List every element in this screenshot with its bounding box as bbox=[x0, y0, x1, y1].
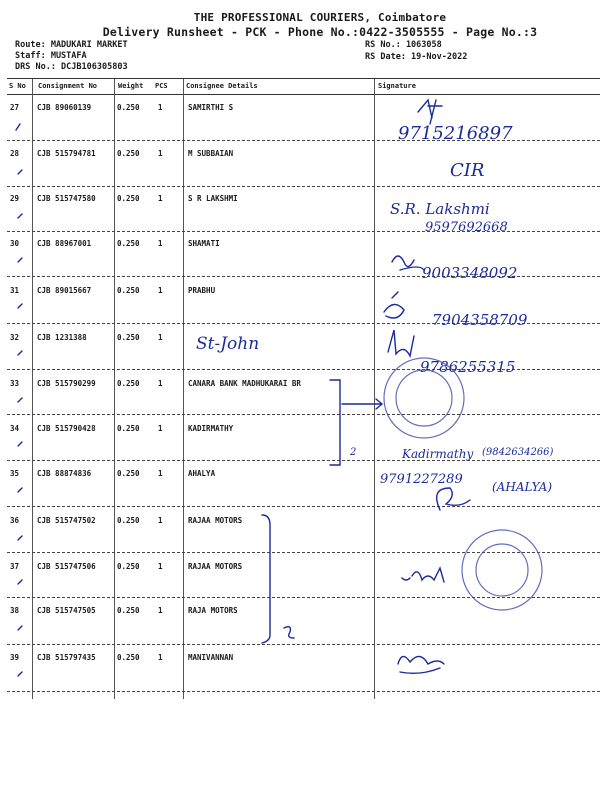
row-consignee: RAJAA MOTORS bbox=[188, 562, 243, 571]
row-weight: 0.250 bbox=[117, 286, 140, 295]
handwritten-phone: 9715216897 bbox=[398, 123, 513, 144]
row-weight: 0.250 bbox=[117, 653, 140, 662]
row-sno: 31 bbox=[10, 286, 20, 295]
row-sno: 32 bbox=[10, 333, 20, 342]
row-consignment-no: CJB 515790299 bbox=[37, 379, 96, 388]
row-pcs: 1 bbox=[158, 286, 163, 295]
row-pcs: 1 bbox=[158, 239, 163, 248]
row-consignee: SAMIRTHI S bbox=[188, 103, 234, 112]
row-weight: 0.250 bbox=[117, 424, 140, 433]
tick-mark bbox=[16, 124, 22, 676]
handwritten-signature: (AHALYA) bbox=[492, 480, 553, 494]
row-consignee: CANARA BANK MADHUKARAI BR bbox=[188, 379, 301, 388]
row-sno: 28 bbox=[10, 149, 20, 158]
row-consignee: M SUBBAIAN bbox=[188, 149, 234, 158]
handwritten-phone: 9791227289 bbox=[380, 472, 463, 487]
row-consignee: PRABHU bbox=[188, 286, 216, 295]
row-pcs: 1 bbox=[158, 103, 163, 112]
row-sno: 36 bbox=[10, 516, 20, 525]
route-label: Route: MADUKARI MARKET bbox=[15, 40, 128, 50]
handwritten-signature: Kadirmathy bbox=[402, 447, 474, 461]
row-sno: 33 bbox=[10, 379, 20, 388]
row-sno: 29 bbox=[10, 194, 20, 203]
row-sno: 30 bbox=[10, 239, 20, 248]
row-sno: 27 bbox=[10, 103, 20, 112]
row-consignment-no: CJB 515747580 bbox=[37, 194, 96, 203]
row-weight: 0.250 bbox=[117, 606, 140, 615]
row-pcs: 1 bbox=[158, 562, 163, 571]
col-header-weight: Weight bbox=[118, 82, 144, 90]
handwritten-signature: S.R. Lakshmi bbox=[390, 200, 490, 218]
row-pcs: 1 bbox=[158, 516, 163, 525]
drs-number: DRS No.: DCJB106305803 bbox=[15, 62, 128, 72]
row-consignment-no: CJB 515747506 bbox=[37, 562, 96, 571]
runsheet-subtitle: Delivery Runsheet - PCK - Phone No.:0422-3505555 - Page No.:3 bbox=[102, 25, 538, 39]
handwritten-phone: 7904358709 bbox=[432, 311, 528, 329]
row-weight: 0.250 bbox=[117, 239, 140, 248]
signature-scribble bbox=[398, 656, 444, 673]
signature-scribble bbox=[392, 256, 424, 270]
handwritten-mark: 2 bbox=[350, 447, 357, 458]
row-sno: 39 bbox=[10, 653, 20, 662]
row-consignment-no: CJB 88967001 bbox=[37, 239, 92, 248]
col-header-signature: Signature bbox=[378, 82, 416, 90]
company-stamp bbox=[462, 530, 542, 610]
handwritten-signature: CIR bbox=[450, 160, 485, 181]
signature-scribble bbox=[437, 488, 470, 510]
arrow-mark bbox=[342, 399, 382, 409]
row-pcs: 1 bbox=[158, 653, 163, 662]
company-title: THE PROFESSIONAL COURIERS, Coimbatore bbox=[193, 11, 447, 24]
signature-scribble bbox=[388, 330, 414, 356]
row-pcs: 1 bbox=[158, 149, 163, 158]
signature-scribble bbox=[384, 292, 404, 318]
signature-scribble bbox=[402, 568, 444, 582]
row-consignee: KADIRMATHY bbox=[188, 424, 234, 433]
col-header-consignment: Consignment No bbox=[38, 82, 98, 90]
row-sno: 35 bbox=[10, 469, 20, 478]
signature-scribble bbox=[418, 100, 442, 124]
row-pcs: 1 bbox=[158, 333, 163, 342]
row-consignment-no: CJB 1231388 bbox=[37, 333, 87, 342]
row-sno: 34 bbox=[10, 424, 20, 433]
row-pcs: 1 bbox=[158, 379, 163, 388]
row-weight: 0.250 bbox=[117, 516, 140, 525]
row-pcs: 1 bbox=[158, 194, 163, 203]
row-weight: 0.250 bbox=[117, 379, 140, 388]
row-weight: 0.250 bbox=[117, 562, 140, 571]
row-pcs: 1 bbox=[158, 606, 163, 615]
signature-scribble bbox=[284, 627, 294, 638]
col-header-consignee: Consignee Details bbox=[186, 82, 258, 90]
row-sno: 38 bbox=[10, 606, 20, 615]
bracket-mark bbox=[262, 515, 270, 643]
handwritten-phone: (9842634266) bbox=[482, 447, 554, 458]
rs-number: RS No.: 1063058 bbox=[365, 40, 442, 50]
row-weight: 0.250 bbox=[117, 333, 140, 342]
row-consignment-no: CJB 515747505 bbox=[37, 606, 96, 615]
rs-date: RS Date: 19-Nov-2022 bbox=[365, 52, 468, 62]
col-header-pcs: PCS bbox=[155, 82, 168, 90]
row-consignee: SHAMATI bbox=[188, 239, 220, 248]
row-consignee: RAJAA MOTORS bbox=[188, 516, 243, 525]
row-consignment-no: CJB 515794781 bbox=[37, 149, 96, 158]
row-weight: 0.250 bbox=[117, 149, 140, 158]
handwritten-phone: 9597692668 bbox=[425, 220, 508, 235]
handwritten-phone: 9003348092 bbox=[422, 264, 518, 282]
row-consignee: RAJA MOTORS bbox=[188, 606, 238, 615]
handwritten-consignee-name: St-John bbox=[196, 334, 260, 354]
row-consignee: S R LAKSHMI bbox=[188, 194, 238, 203]
row-consignment-no: CJB 515790428 bbox=[37, 424, 96, 433]
row-consignment-no: CJB 88874836 bbox=[37, 469, 92, 478]
row-consignee: AHALYA bbox=[188, 469, 216, 478]
row-consignment-no: CJB 515747502 bbox=[37, 516, 96, 525]
bracket-mark bbox=[330, 380, 340, 465]
staff-label: Staff: MUSTAFA bbox=[15, 51, 87, 61]
row-consignment-no: CJB 89015667 bbox=[37, 286, 92, 295]
handwritten-phone: 9786255315 bbox=[420, 358, 516, 376]
row-sno: 37 bbox=[10, 562, 20, 571]
row-consignment-no: CJB 515797435 bbox=[37, 653, 96, 662]
row-pcs: 1 bbox=[158, 469, 163, 478]
col-header-sno: S No bbox=[9, 82, 26, 90]
row-weight: 0.250 bbox=[117, 194, 140, 203]
row-pcs: 1 bbox=[158, 424, 163, 433]
row-weight: 0.250 bbox=[117, 103, 140, 112]
row-weight: 0.250 bbox=[117, 469, 140, 478]
row-consignee: MANIVANNAN bbox=[188, 653, 234, 662]
row-consignment-no: CJB 89060139 bbox=[37, 103, 92, 112]
